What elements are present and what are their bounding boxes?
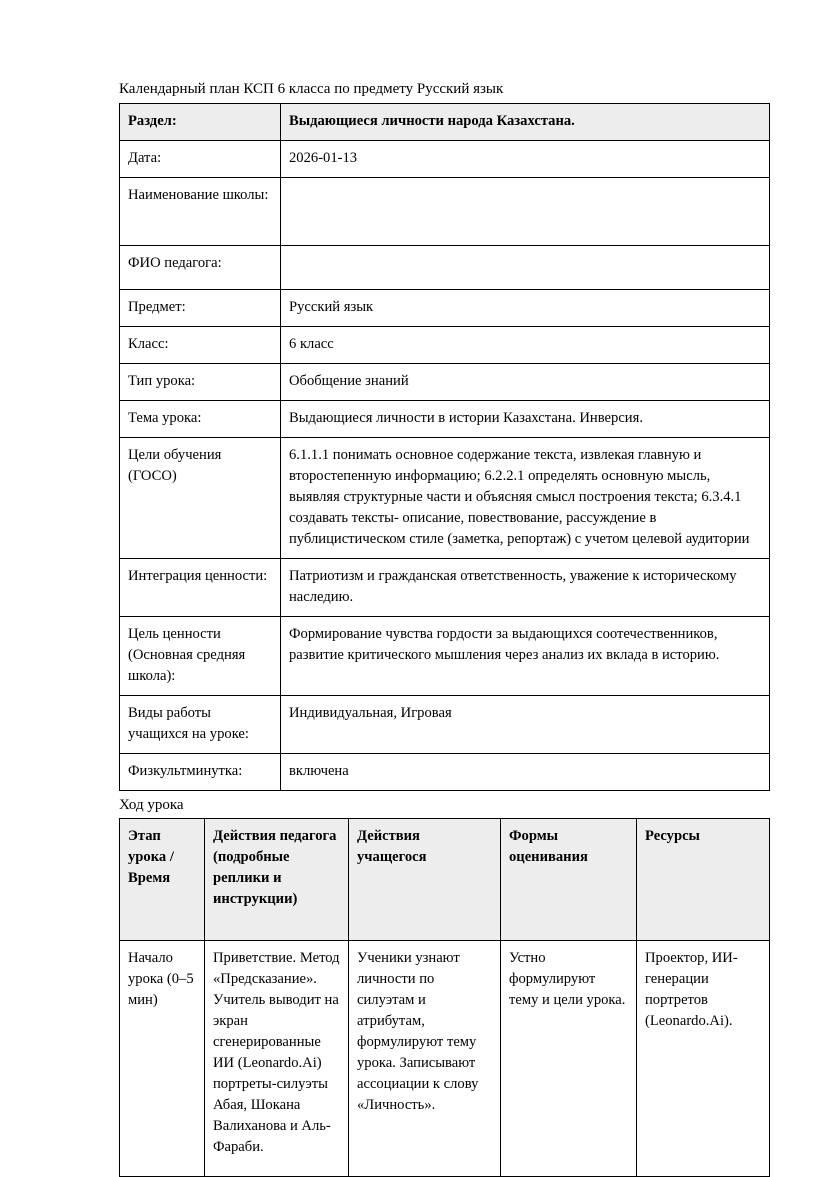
lesson-flow-header	[120, 819, 770, 941]
info-label-school: Наименование школы:	[120, 178, 281, 246]
lesson-flow-table	[119, 818, 770, 1177]
info-value-lesson-topic: Выдающиеся личности в истории Казахстана. Инверсия.	[281, 401, 770, 438]
info-value-school	[281, 178, 770, 246]
info-value-teacher	[281, 246, 770, 290]
info-label-lesson-type: Тип урока:	[120, 364, 281, 401]
info-label-physical-break: Физкультминутка:	[120, 754, 281, 791]
lesson-info-table	[119, 103, 770, 791]
info-value-value-goal: Формирование чувства гордости за выдающихся соотечественников, развитие критического мышления через анализ их вклада в историю.	[281, 617, 770, 696]
info-value-learning-goals: 6.1.1.1 понимать основное содержание текста, извлекая главную и второстепенную информацию; 6.2.2.1 определять основную мысль, выявляя структурные части и объясняя смысл построения текста; 6.3.4.1 создавать тексты- описание, повествование, рассуждение в публицистическом стиле (заметка, репортаж) с учетом целевой аудитории	[281, 438, 770, 559]
column-header-stage: Этап урока / Время	[120, 819, 205, 941]
table-row	[120, 290, 770, 327]
cell-teacher-actions: Приветствие. Метод «Предсказание». Учитель выводит на экран сгенерированные ИИ (Leonardo.Ai) портреты-силуэты Абая, Шокана Валиханова и Аль-Фараби.	[205, 941, 349, 1177]
info-value-section: Выдающиеся личности народа Казахстана.	[281, 104, 770, 141]
info-label-date: Дата:	[120, 141, 281, 178]
info-value-value-integration: Патриотизм и гражданская ответственность, уважение к историческому наследию.	[281, 559, 770, 617]
cell-assessment-forms: Устно формулируют тему и цели урока.	[501, 941, 637, 1177]
info-label-teacher: ФИО педагога:	[120, 246, 281, 290]
table-row	[120, 617, 770, 696]
table-row	[120, 364, 770, 401]
column-header-assessment-forms: Формы оценивания	[501, 819, 637, 941]
info-label-value-integration: Интеграция ценности:	[120, 559, 281, 617]
info-label-lesson-topic: Тема урока:	[120, 401, 281, 438]
info-value-date: 2026-01-13	[281, 141, 770, 178]
cell-student-actions: Ученики узнают личности по силуэтам и атрибутам, формулируют тему урока. Записывают ассоциации к слову «Личность».	[349, 941, 501, 1177]
info-label-work-types: Виды работы учащихся на уроке:	[120, 696, 281, 754]
table-row	[120, 401, 770, 438]
info-label-section: Раздел:	[120, 104, 281, 141]
info-label-subject: Предмет:	[120, 290, 281, 327]
info-value-lesson-type: Обобщение знаний	[281, 364, 770, 401]
page-title: Календарный план КСП 6 класса по предмету Русский язык	[119, 81, 504, 97]
table-row	[120, 696, 770, 754]
lesson-info-body	[120, 104, 770, 791]
cell-stage: Начало урока (0–5 мин)	[120, 941, 205, 1177]
lesson-flow-label: Ход урока	[119, 797, 184, 813]
table-row	[120, 104, 770, 141]
cell-resources: Проектор, ИИ-генерации портретов (Leonardo.Ai).	[637, 941, 770, 1177]
table-row	[120, 559, 770, 617]
info-value-work-types: Индивидуальная, Игровая	[281, 696, 770, 754]
table-row	[120, 327, 770, 364]
table-row	[120, 246, 770, 290]
lesson-flow-body	[120, 941, 770, 1177]
table-row	[120, 178, 770, 246]
table-row	[120, 438, 770, 559]
table-row	[120, 754, 770, 791]
info-label-learning-goals: Цели обучения (ГОСО)	[120, 438, 281, 559]
info-value-subject: Русский язык	[281, 290, 770, 327]
info-value-grade: 6 класс	[281, 327, 770, 364]
table-row	[120, 141, 770, 178]
info-value-physical-break: включена	[281, 754, 770, 791]
info-label-grade: Класс:	[120, 327, 281, 364]
column-header-teacher-actions: Действия педагога (подробные реплики и инструкции)	[205, 819, 349, 941]
column-header-resources: Ресурсы	[637, 819, 770, 941]
table-header-row	[120, 819, 770, 941]
table-row	[120, 941, 770, 1177]
info-label-value-goal: Цель ценности (Основная средняя школа):	[120, 617, 281, 696]
column-header-student-actions: Действия учащегося	[349, 819, 501, 941]
